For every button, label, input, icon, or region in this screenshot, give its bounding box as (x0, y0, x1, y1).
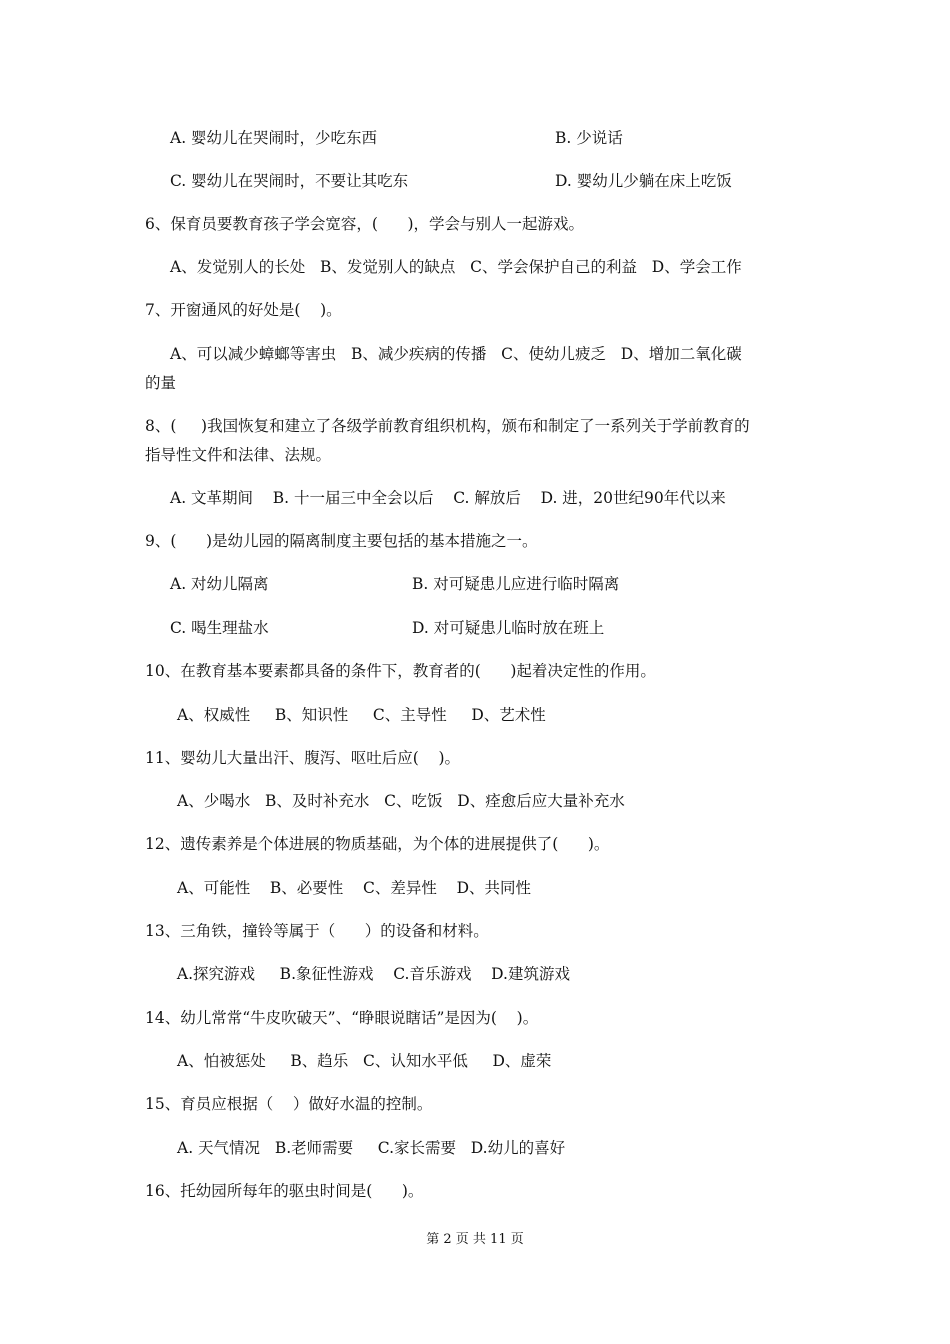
question-7: 7、开窗通风的好处是( )。 (145, 301, 342, 319)
question-9: 9、( )是幼儿园的隔离制度主要包括的基本措施之一。 (145, 532, 538, 550)
question-14-options: A、怕被惩处 B、趋乐 C、认知水平低 D、虚荣 (177, 1052, 552, 1070)
question-14: 14、幼儿常常“牛皮吹破天”、“睁眼说瞎话”是因为( )。 (145, 1009, 539, 1027)
q5-option-d: D. 婴幼儿少躺在床上吃饭 (555, 172, 732, 190)
q9-option-b: B. 对可疑患儿应进行临时隔离 (412, 575, 620, 593)
question-15: 15、育员应根据（ ）做好水温的控制。 (145, 1095, 433, 1113)
q5-option-b: B. 少说话 (555, 129, 623, 147)
question-8-options: A. 文革期间 B. 十一届三中全会以后 C. 解放后 D. 进，20世纪90年代以来 (170, 489, 726, 507)
question-6: 6、保育员要教育孩子学会宽容，( )，学会与别人一起游戏。 (145, 215, 585, 233)
question-7-options: A、可以减少蟑螂等害虫 B、减少疾病的传播 C、使幼儿疲乏 D、增加二氧化碳 (170, 345, 742, 363)
question-7-options-continued: 的量 (145, 374, 177, 392)
question-13-options: A.探究游戏 B.象征性游戏 C.音乐游戏 D.建筑游戏 (172, 965, 570, 983)
question-16: 16、托幼园所每年的驱虫时间是( )。 (145, 1182, 424, 1200)
q5-option-a: A. 婴幼儿在哭闹时，少吃东西 (170, 129, 378, 147)
question-10: 10、在教育基本要素都具备的条件下，教育者的( )起着决定性的作用。 (145, 662, 656, 680)
question-11-options: A、少喝水 B、及时补充水 C、吃饭 D、痊愈后应大量补充水 (177, 792, 625, 810)
question-8-line-2: 指导性文件和法律、法规。 (145, 446, 332, 464)
question-6-options: A、发觉别人的长处 B、发觉别人的缺点 C、学会保护自己的利益 D、学会工作 (170, 258, 742, 276)
question-13: 13、三角铁，撞铃等属于（ ）的设备和材料。 (145, 922, 489, 940)
page-footer: 第 2 页 共 11 页 (426, 1232, 524, 1247)
question-10-options: A、权威性 B、知识性 C、主导性 D、艺术性 (177, 706, 546, 724)
question-15-options: A. 天气情况 B.老师需要 C.家长需要 D.幼儿的喜好 (177, 1139, 566, 1157)
q9-option-d: D. 对可疑患儿临时放在班上 (412, 619, 605, 637)
q5-option-c: C. 婴幼儿在哭闹时，不要让其吃东 (170, 172, 409, 190)
question-12-options: A、可能性 B、必要性 C、差异性 D、共同性 (177, 879, 531, 897)
q9-option-a: A. 对幼儿隔离 (170, 575, 269, 593)
question-8-line-1: 8、( )我国恢复和建立了各级学前教育组织机构，颁布和制定了一系列关于学前教育的 (145, 417, 750, 435)
q9-option-c: C. 喝生理盐水 (170, 619, 269, 637)
question-11: 11、婴幼儿大量出汗、腹泻、呕吐后应( )。 (145, 749, 461, 767)
question-12: 12、遗传素养是个体进展的物质基础，为个体的进展提供了( )。 (145, 835, 610, 853)
